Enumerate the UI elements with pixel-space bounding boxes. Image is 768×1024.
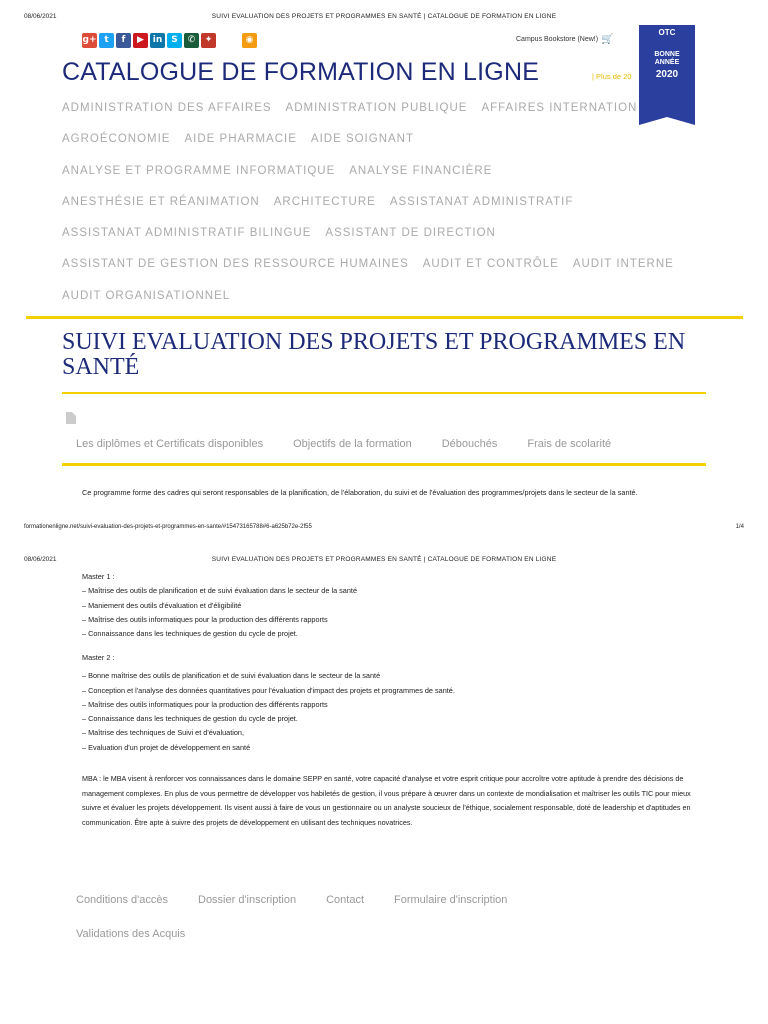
social-icons [82, 31, 257, 49]
tab-1[interactable]: Objectifs de la formation [293, 438, 412, 450]
site-tagline: | Plus de 20 [592, 72, 632, 81]
cart-icon: 🛒 [601, 34, 614, 45]
print-title: SUIVI EVALUATION DES PROJETS ET PROGRAMMES EN SANTÉ | CATALOGUE DE FORMATION EN LIGNE [211, 13, 557, 20]
menu-item[interactable]: ADMINISTRATION PUBLIQUE [285, 102, 468, 114]
flag-icon[interactable]: ✦ [201, 33, 216, 48]
bottom-link[interactable]: Formulaire d'inscription [394, 894, 508, 906]
print-footer-page1 [0, 524, 768, 536]
otc-badge[interactable] [639, 25, 695, 117]
master2-section [82, 651, 682, 755]
master2-heading: Master 2 : [82, 653, 115, 662]
menu-item[interactable]: ASSISTANT DE GESTION DES RESSOURCE HUMAINES [62, 258, 409, 271]
linkedin-icon[interactable]: in [150, 33, 165, 48]
menu-item[interactable]: ANALYSE FINANCIÈRE [349, 164, 493, 177]
list-item: – Maniement des outils d'évaluation et d'éligibilité [82, 600, 242, 610]
tab-2[interactable]: Débouchés [441, 438, 498, 450]
print-url: formationenligne.net/suivi-evaluation-des-projets-et-programmes-en-sante/#15473165788#6-a625b72e-2f55 [24, 524, 312, 530]
list-item: – Connaissance dans les techniques de gestion du cycle de projet. [82, 629, 298, 639]
menu-item[interactable]: ASSISTANAT ADMINISTRATIF BILINGUE [62, 227, 312, 240]
menu-item[interactable]: AUDIT ORGANISATIONNEL [62, 289, 231, 302]
master1-section [82, 570, 682, 641]
print-header-page1 [0, 13, 768, 25]
list-item: – Bonne maîtrise des outils de planification et de suivi évaluation dans le secteur de la santé [82, 671, 381, 681]
bottom-link[interactable]: Contact [326, 894, 365, 906]
mba-paragraph: MBA : le MBA visent à renforcer vos connaissances dans le domaine SEPP en santé, votre capacité d'analyse et votre esprit critique pour accroître votre aptitude à prendre des décisions de management complexes. En plus de vous permettre de développer vos habiletés de gestion, il vous prépare à œuvrer dans un contexte de mondialisation et maîtriser les outils TIC pour mieux suivre et évaluer les projets développement. Ils visent aussi à faire de vous un gestionnaire ou un analyste soucieux de l'éthique, socialement responsable, doté de leadership et d'aptitudes en communication. Être apte à suivre des projets de développement en utilisant des techniques novatrices. [82, 774, 691, 827]
twitter-icon[interactable]: t [99, 33, 114, 48]
menu-row [62, 165, 642, 196]
menu-item[interactable]: ARCHITECTURE [273, 195, 376, 208]
menu-item[interactable]: AIDE PHARMACIE [184, 133, 297, 146]
list-item: – Maîtrise des outils informatiques pour la production des différents rapports [82, 614, 328, 624]
badge-line1: BONNE [654, 51, 680, 58]
badge-line2: ANNÉE [654, 59, 680, 66]
menu-item[interactable]: ASSISTANAT ADMINISTRATIF [389, 195, 574, 208]
site-title[interactable]: CATALOGUE DE FORMATION EN LIGNE [62, 58, 540, 86]
document-icon [66, 412, 76, 424]
menu-row [62, 227, 642, 258]
campus-bookstore-label: Campus Bookstore (New!) [516, 36, 599, 43]
links-row [76, 894, 507, 928]
menu-row [62, 133, 642, 164]
menu-row [62, 102, 642, 133]
menu-item[interactable]: AIDE SOIGNANT [310, 133, 415, 146]
divider [26, 316, 743, 319]
tab-3[interactable]: Frais de scolarité [527, 438, 612, 450]
facebook-icon[interactable]: f [116, 33, 131, 48]
badge-top: OTC [658, 28, 676, 37]
campus-bookstore-link[interactable] [516, 34, 614, 45]
print-title: SUIVI EVALUATION DES PROJETS ET PROGRAMMES EN SANTÉ | CATALOGUE DE FORMATION EN LIGNE [211, 556, 557, 563]
menu-item[interactable]: ASSISTANT DE DIRECTION [325, 227, 496, 240]
menu-item[interactable]: ANESTHÉSIE ET RÉANIMATION [62, 195, 260, 208]
divider [62, 463, 706, 466]
page-title: SUIVI EVALUATION DES PROJETS ET PROGRAMMES EN SANTÉ [62, 329, 686, 380]
print-page-number: 1/4 [735, 524, 744, 530]
whatsapp-icon[interactable]: ✆ [184, 33, 199, 48]
bottom-link[interactable]: Dossier d'inscription [198, 894, 297, 906]
print-header-page2 [0, 556, 768, 568]
menu-item[interactable]: AGROÉCONOMIE [62, 133, 171, 146]
print-date: 08/06/2021 [24, 13, 57, 20]
bottom-links [76, 894, 507, 962]
menu-item[interactable]: AFFAIRES INTERNATION [481, 102, 638, 114]
links-row [76, 928, 507, 962]
list-item: – Maîtrise des outils de planification et de suivi évaluation dans le secteur de la santé [82, 586, 358, 596]
menu-item[interactable]: ANALYSE ET PROGRAMME INFORMATIQUE [62, 164, 336, 177]
list-item: – Maîtrise des techniques de Suivi et d'évaluation, [82, 728, 245, 738]
google-plus-icon[interactable]: g+ [82, 33, 97, 48]
menu-item[interactable]: AUDIT ET CONTRÔLE [422, 258, 559, 271]
bottom-link[interactable]: Conditions d'accès [76, 894, 168, 906]
intro-paragraph: Ce programme forme des cadres qui seront responsables de la planification, de l'élaboration, du suivi et de l'évaluation des programmes/projets dans le secteur de la santé. [82, 488, 638, 497]
master1-heading: Master 1 : [82, 572, 115, 581]
menu-row [62, 258, 674, 289]
divider [62, 392, 706, 394]
list-item: – Conception et l'analyse des données quantitatives pour l'évaluation d'impact des projets et programmes de santé. [82, 685, 455, 695]
bottom-link[interactable]: Validations des Acquis [76, 928, 186, 940]
print-date: 08/06/2021 [24, 556, 57, 563]
tab-0[interactable]: Les diplômes et Certificats disponibles [76, 438, 264, 450]
youtube-icon[interactable]: ▶ [133, 33, 148, 48]
list-item: – Maîtrise des outils informatiques pour la production des différents rapports [82, 699, 328, 709]
badge-year: 2020 [655, 69, 679, 80]
list-item: – Connaissance dans les techniques de gestion du cycle de projet. [82, 714, 298, 724]
tab-bar [76, 438, 611, 450]
list-item: – Evaluation d'un projet de développement en santé [82, 742, 251, 752]
menu-row [62, 196, 642, 227]
badge-greeting [639, 51, 695, 67]
category-menu [62, 102, 674, 321]
menu-item[interactable]: AUDIT INTERNE [572, 258, 674, 271]
rss-icon[interactable]: ◉ [242, 33, 257, 48]
skype-icon[interactable]: S [167, 33, 182, 48]
menu-item[interactable]: ADMINISTRATION DES AFFAIRES [62, 102, 272, 114]
